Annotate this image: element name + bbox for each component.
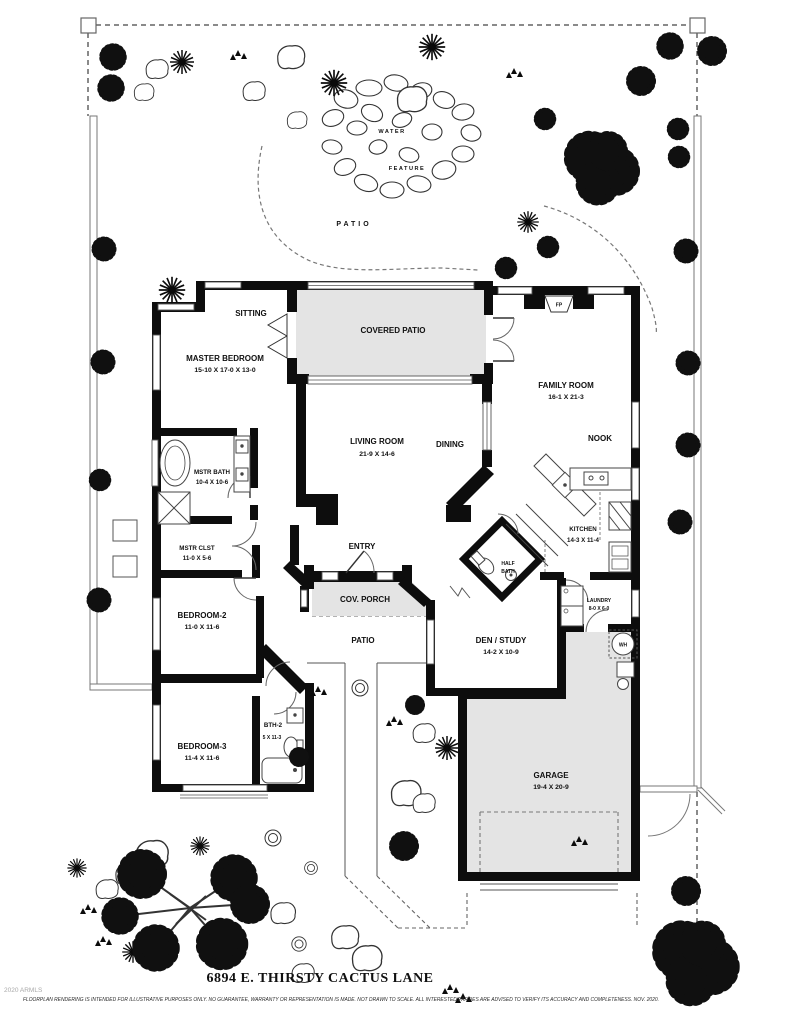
label-den-study: DEN / STUDY — [475, 636, 527, 645]
bush-icon — [659, 35, 681, 57]
pot-icon — [265, 830, 281, 846]
label-kitchen: KITCHEN — [569, 526, 597, 533]
bush-icon — [670, 512, 690, 532]
label-family-room-dims: 16-1 X 21-3 — [548, 394, 584, 401]
boulder-icon — [134, 84, 154, 101]
label-kitchen-dims: 14-3 X 11-4 — [567, 537, 599, 544]
cactus-icon — [95, 936, 112, 946]
cactus-icon — [386, 716, 403, 726]
label-mstr-bath: MSTR BATH — [194, 469, 230, 476]
bush-icon — [392, 834, 416, 858]
label-sitting: SITTING — [235, 309, 267, 318]
agave-icon — [67, 858, 86, 877]
label-bth2: BTH-2 — [263, 722, 283, 729]
boulder-icon — [278, 46, 305, 69]
label-mstr-bath-dims: 10-4 X 10-6 — [195, 479, 229, 486]
label-master-bedroom: MASTER BEDROOM — [186, 354, 264, 363]
bush-icon — [676, 241, 696, 261]
bush-icon — [678, 435, 698, 455]
label-mstr-clst-dims: 11-0 X 5-6 — [182, 555, 212, 562]
label-water: WATER — [378, 129, 406, 135]
label-bth2-dims: 5 X 11-3 — [262, 735, 282, 741]
bush-icon — [100, 77, 122, 99]
fireplace-label: FP — [555, 302, 563, 309]
cactus-icon — [80, 904, 97, 914]
label-bedroom3-dims: 11-4 X 11-6 — [184, 755, 220, 762]
boulder-icon — [332, 926, 359, 949]
label-half-bath-1: HALF — [501, 561, 515, 567]
boulder-icon — [397, 87, 426, 112]
address-title: 6894 E. THIRSTY CACTUS LANE — [206, 971, 434, 986]
bush-icon — [670, 148, 688, 166]
label-bedroom2-dims: 11-0 X 11-6 — [184, 624, 220, 631]
side-gate — [648, 787, 725, 836]
cactus-icon — [230, 50, 247, 60]
agave-icon — [419, 34, 445, 60]
title-block — [4, 971, 659, 1003]
ac-equipment-pads — [113, 520, 137, 577]
boulder-icon — [413, 724, 435, 743]
boulder-icon — [287, 112, 307, 129]
label-family-room: FAMILY ROOM — [538, 381, 594, 390]
bush-icon — [629, 69, 653, 93]
label-living-room-dims: 21-9 X 14-6 — [359, 451, 395, 458]
garage-floor — [463, 632, 636, 876]
label-covered-patio: COVERED PATIO — [360, 326, 426, 335]
cactus-icon — [506, 68, 523, 78]
water-heater-label: WH — [618, 642, 628, 649]
boulder-icon — [96, 880, 118, 899]
agave-icon — [321, 70, 347, 96]
bush-icon — [539, 238, 557, 256]
bush-icon — [669, 120, 687, 138]
label-nook: NOOK — [588, 434, 612, 443]
label-half-bath-2: BATH — [501, 569, 515, 575]
fireplace — [545, 296, 573, 312]
pot-icon — [292, 937, 306, 951]
label-entry: ENTRY — [348, 542, 376, 551]
tree-icon — [569, 135, 635, 201]
label-feature: FEATURE — [388, 166, 426, 172]
label-living-room: LIVING ROOM — [350, 437, 404, 446]
bush-icon — [674, 879, 698, 903]
disclaimer-text: FLOORPLAN RENDERING IS INTENDED FOR ILLUSTRATIVE PURPOSES ONLY. NO GUARANTEE, WARRANTY OR REPRESENTATION IS MADE. NOT DRAWN TO SCALE. ALL INTERESTED PARTIES ARE ADVISED TO VERIFY ITS ACCURACY AND COMPLETENESS. NOV. 2020. — [23, 997, 659, 1003]
watermark: 2020 ARMLS — [4, 987, 43, 994]
bush-icon — [536, 110, 554, 128]
boulder-icon — [352, 946, 381, 971]
label-bedroom2: BEDROOM-2 — [177, 611, 227, 620]
agave-icon — [517, 211, 539, 233]
pot-icon — [305, 862, 318, 875]
bush-icon — [93, 352, 113, 372]
bush-icon — [407, 697, 423, 713]
tree-icon — [658, 925, 734, 1001]
label-den-study-dims: 14-2 X 10-9 — [483, 649, 519, 656]
label-master-bedroom-dims: 15-10 X 17-0 X 13-0 — [194, 367, 256, 374]
bush-icon — [291, 749, 307, 765]
bush-icon — [497, 259, 515, 277]
agave-icon — [170, 50, 194, 74]
agave-icon — [159, 277, 185, 303]
label-patio-lower: PATIO — [351, 636, 375, 645]
boulder-icon — [271, 903, 296, 924]
bush-icon — [678, 353, 698, 373]
label-dining: DINING — [436, 440, 464, 449]
label-laundry: LAUNDRY — [586, 598, 612, 604]
bush-icon — [89, 590, 109, 610]
label-garage-dims: 19-4 X 20-9 — [533, 784, 569, 791]
boulder-icon — [413, 794, 435, 813]
cactus-icon — [442, 984, 459, 994]
half-bath-walls — [450, 521, 540, 598]
agave-icon — [190, 836, 209, 855]
bush-icon — [94, 239, 114, 259]
label-laundry-dims: 8-0 X 6-0 — [588, 606, 610, 612]
label-bedroom3: BEDROOM-3 — [177, 742, 227, 751]
bush-icon — [102, 46, 124, 68]
label-cov-porch: COV. PORCH — [340, 595, 390, 604]
boulder-icon — [243, 82, 265, 101]
label-garage: GARAGE — [533, 771, 569, 780]
label-mstr-clst: MSTR CLST — [179, 545, 215, 552]
bush-icon — [91, 471, 109, 489]
bush-icon — [700, 39, 724, 63]
agave-icon — [435, 736, 459, 760]
pot-icon — [352, 680, 368, 696]
boulder-icon — [146, 60, 168, 79]
patio-door-leaves — [268, 314, 287, 358]
label-patio-upper: PATIO — [336, 221, 372, 228]
